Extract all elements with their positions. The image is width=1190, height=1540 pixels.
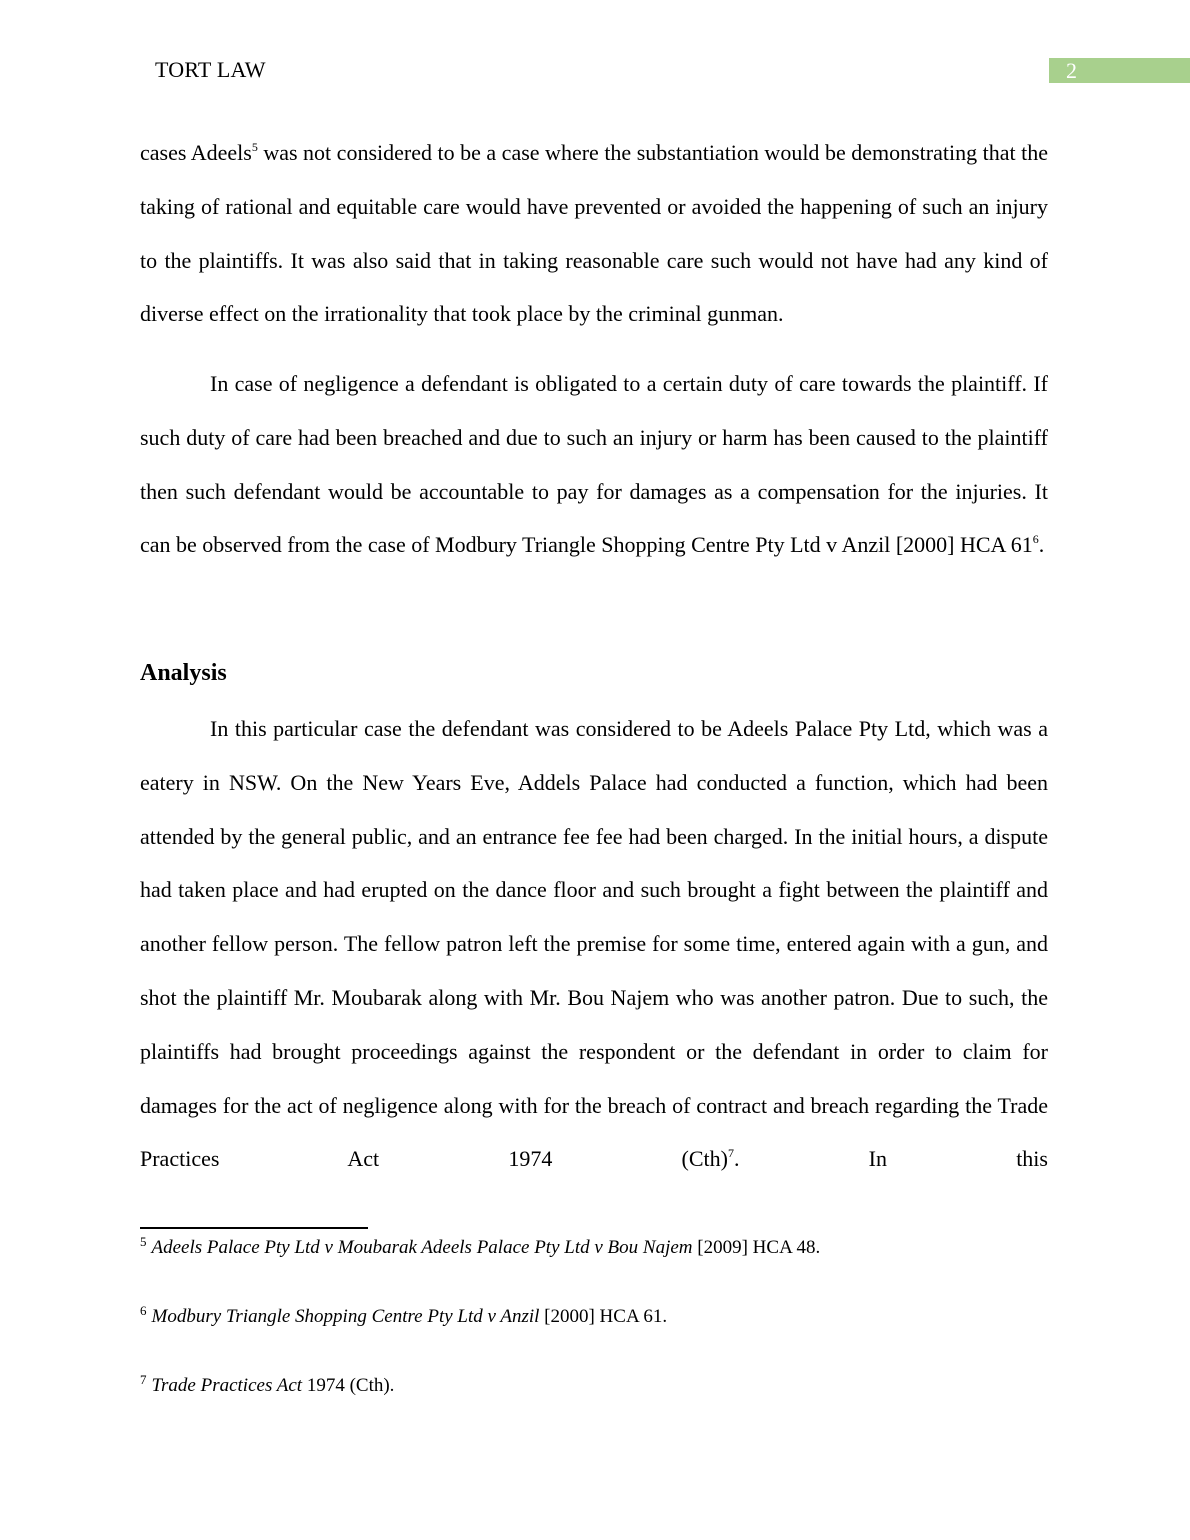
footnote-number: 5 bbox=[140, 1234, 147, 1249]
footnote-5 bbox=[140, 1236, 1090, 1260]
footnote-number: 7 bbox=[140, 1372, 147, 1387]
footnote-citation: 1974 (Cth). bbox=[302, 1375, 395, 1396]
page-number-bar bbox=[1049, 58, 1190, 83]
paragraph-text: In this particular case the defendant was considered to be Adeels Palace Pty Ltd, which was a eatery in NSW. On the New Years Eve, Addels Palace had conducted a function, which had been attended by the general public, and an entrance fee fee had been charged. In the initial hours, a dispute had taken place and had erupted on the dance floor and such brought a fight between the plaintiff and another fellow person. The fellow patron left the premise for some time, entered again with a gun, and shot the plaintiff Mr. Moubarak along with Mr. Bou Najem who was another patron. Due to such, the plaintiffs had brought proceedings against the respondent or the defendant in order to claim for damages for the act of negligence along with for the breach of contract and breach regarding the Trade Practices Act 1974 (Cth) bbox=[140, 716, 1048, 1172]
body-paragraph-1 bbox=[140, 126, 1048, 341]
body-paragraph-3 bbox=[140, 702, 1048, 1186]
footnote-6 bbox=[140, 1305, 1090, 1329]
paragraph-text: cases Adeels bbox=[140, 140, 252, 165]
footnote-7 bbox=[140, 1374, 1090, 1398]
footnote-ref-6[interactable]: 6 bbox=[1032, 532, 1039, 547]
footnote-separator bbox=[140, 1227, 368, 1229]
footnote-ref-5[interactable]: 5 bbox=[251, 140, 258, 154]
paragraph-text: In case of negligence a defendant is obligated to a certain duty of care towards the plaintiff. If such duty of care had been breached and due to such an injury or harm has been caused to the plaintiff then such defendant would be accountable to pay for damages as a compensation for the injuries. It can be observed from the case of Modbury Triangle Shopping Centre Pty Ltd v Anzil [2000] HCA 61 bbox=[140, 371, 1048, 558]
footnote-case-title: Adeels Palace Pty Ltd v Moubarak Adeels Palace Pty Ltd v Bou Najem bbox=[151, 1237, 693, 1258]
section-heading-analysis: Analysis bbox=[140, 660, 227, 686]
footnote-ref-7[interactable]: 7 bbox=[727, 1146, 734, 1161]
paragraph-text: was not considered to be a case where the substantiation would be demonstrating that the taking of rational and equitable care would have prevented or avoided the happening of such an injury to the plaintiffs. It was also said that in taking reasonable care such would not have had any kind of diverse effect on the irrationality that took place by the criminal gunman. bbox=[140, 140, 1048, 327]
footnote-citation: [2000] HCA 61. bbox=[539, 1306, 668, 1327]
footnote-citation: [2009] HCA 48. bbox=[692, 1237, 821, 1258]
footnote-number: 6 bbox=[140, 1303, 147, 1318]
paragraph-text: . bbox=[1038, 532, 1045, 558]
paragraph-text: . In this bbox=[733, 1146, 1048, 1172]
page-number: 2 bbox=[1066, 58, 1077, 83]
body-paragraph-2 bbox=[140, 357, 1048, 572]
footnote-case-title: Modbury Triangle Shopping Centre Pty Ltd v Anzil bbox=[151, 1306, 540, 1327]
running-head-title: TORT LAW bbox=[155, 57, 266, 82]
footnote-case-title: Trade Practices Act bbox=[151, 1375, 303, 1396]
